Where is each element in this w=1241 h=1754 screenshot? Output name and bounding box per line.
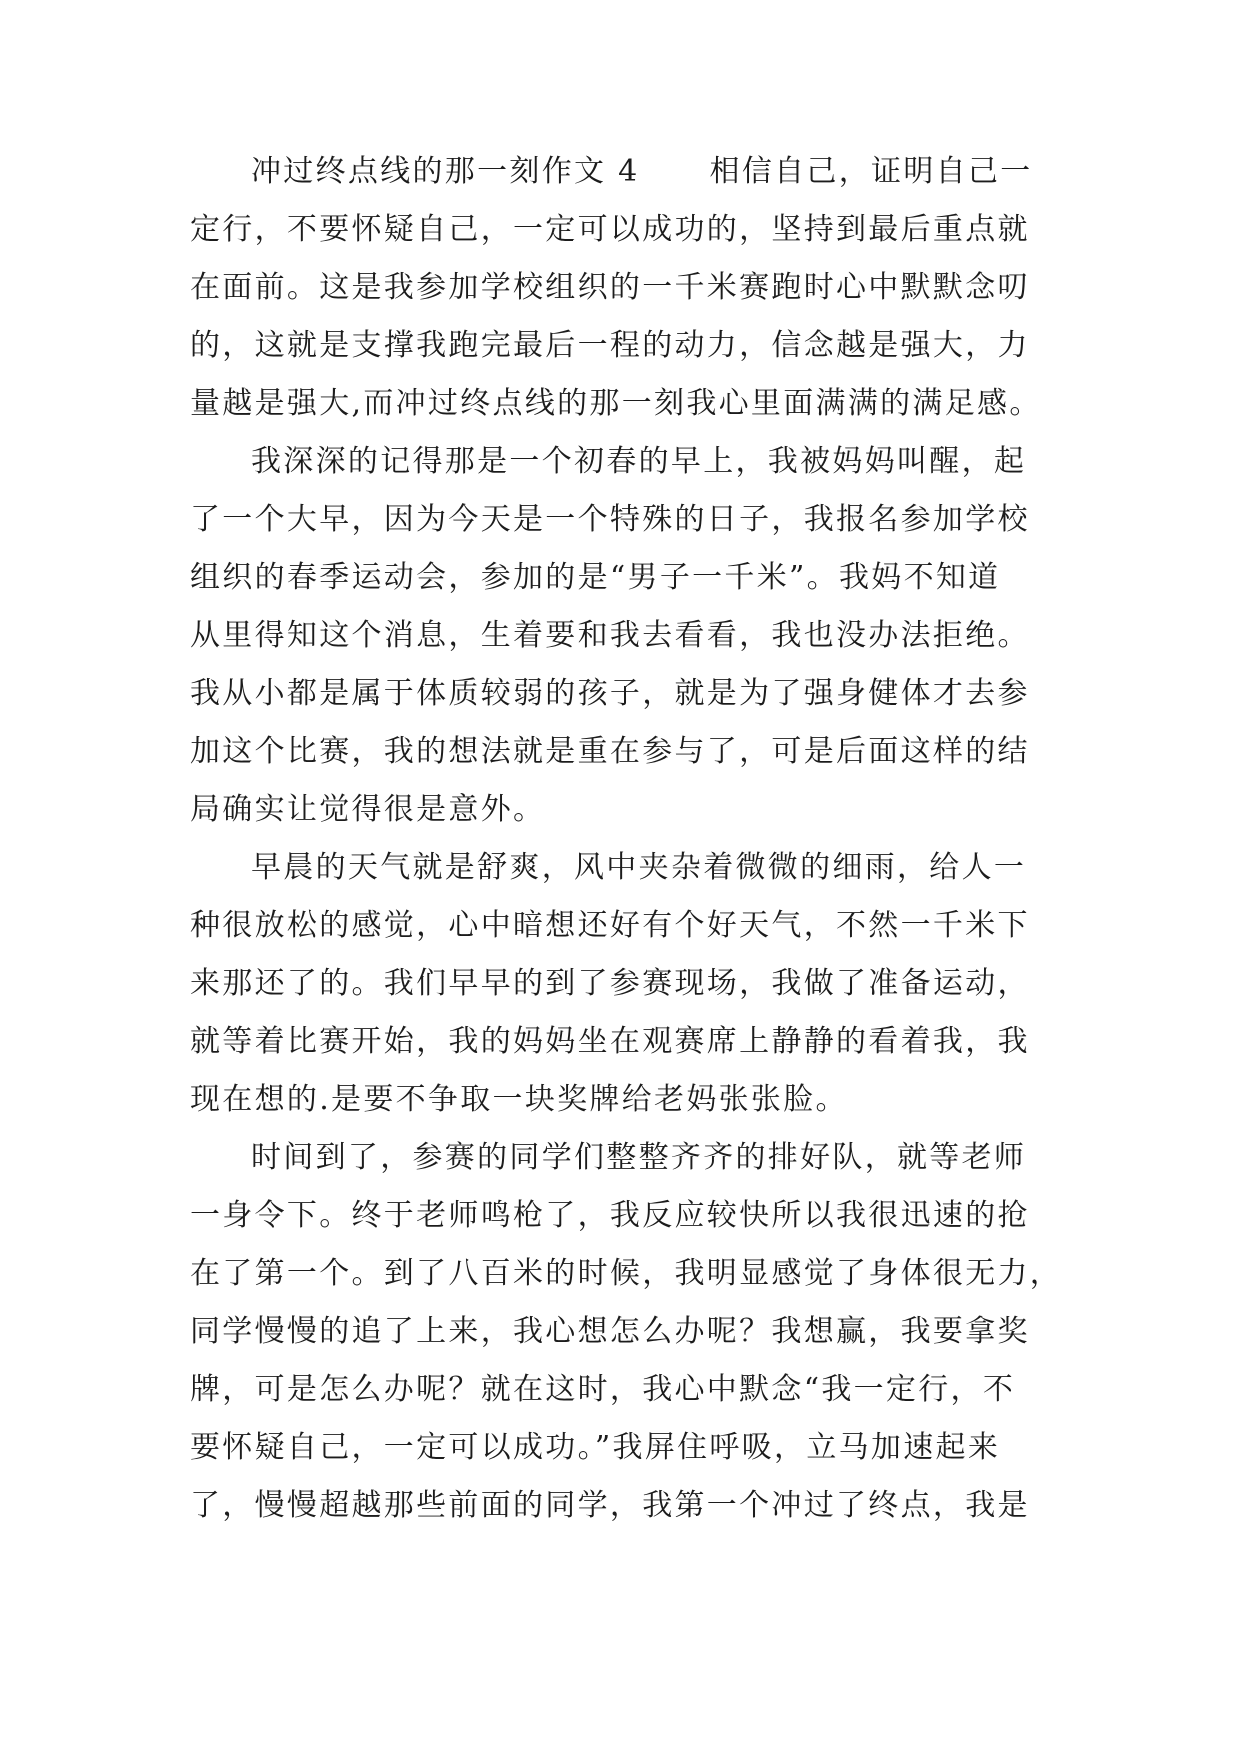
text-line: 从里得知这个消息，生着要和我去看看，我也没办法拒绝。 (190, 618, 1030, 653)
text-line: 定行，不要怀疑自己，一定可以成功的，坚持到最后重点就 (190, 212, 1030, 247)
paragraph-3-start: 早晨的天气就是舒爽，风中夹杂着微微的细雨，给人一 (251, 850, 1027, 885)
text-line: 组织的春季运动会，参加的是“男子一千米”。我妈不知道 (190, 560, 1001, 595)
paragraph-1-start: 相信自己，证明自己一 (709, 154, 1033, 189)
text-line: 在了第一个。到了八百米的时候，我明显感觉了身体很无力， (190, 1256, 1063, 1291)
text-line: 一身令下。终于老师鸣枪了，我反应较快所以我很迅速的抢 (190, 1198, 1030, 1233)
text-line: 局确实让觉得很是意外。 (190, 792, 546, 827)
title-line (251, 150, 1151, 194)
text-line: 要怀疑自己，一定可以成功。”我屏住呼吸，立马加速起来 (190, 1430, 1001, 1465)
text-line: 牌，可是怎么办呢？就在这时，我心中默念“我一定行，不 (190, 1372, 1016, 1407)
text-line: 在面前。这是我参加学校组织的一千米赛跑时心中默默念叨 (190, 270, 1030, 305)
text-line: 种很放松的感觉，心中暗想还好有个好天气，不然一千米下 (190, 908, 1030, 943)
text-line: 现在想的.是要不争取一块奖牌给老妈张张脸。 (190, 1082, 848, 1117)
text-line: 我从小都是属于体质较弱的孩子，就是为了强身健体才去参 (190, 676, 1030, 711)
paragraph-4-start: 时间到了，参赛的同学们整整齐齐的排好队，就等老师 (251, 1140, 1027, 1175)
text-line: 了，慢慢超越那些前面的同学，我第一个冲过了终点，我是 (190, 1488, 1030, 1523)
text-line: 加这个比赛，我的想法就是重在参与了，可是后面这样的结 (190, 734, 1030, 769)
essay-title: 冲过终点线的那一刻作文 4 (251, 154, 640, 189)
text-line: 来那还了的。我们早早的到了参赛现场，我做了准备运动， (190, 966, 1030, 1001)
text-line: 量越是强大,而冲过终点线的那一刻我心里面满满的满足感。 (190, 386, 1042, 421)
paragraph-2-start: 我深深的记得那是一个初春的早上，我被妈妈叫醒，起 (251, 444, 1027, 479)
text-line: 了一个大早，因为今天是一个特殊的日子，我报名参加学校 (190, 502, 1030, 537)
text-line: 就等着比赛开始，我的妈妈坐在观赛席上静静的看着我，我 (190, 1024, 1030, 1059)
text-line: 的，这就是支撑我跑完最后一程的动力，信念越是强大，力 (190, 328, 1030, 363)
text-line: 同学慢慢的追了上来，我心想怎么办呢？我想赢，我要拿奖 (190, 1314, 1030, 1349)
